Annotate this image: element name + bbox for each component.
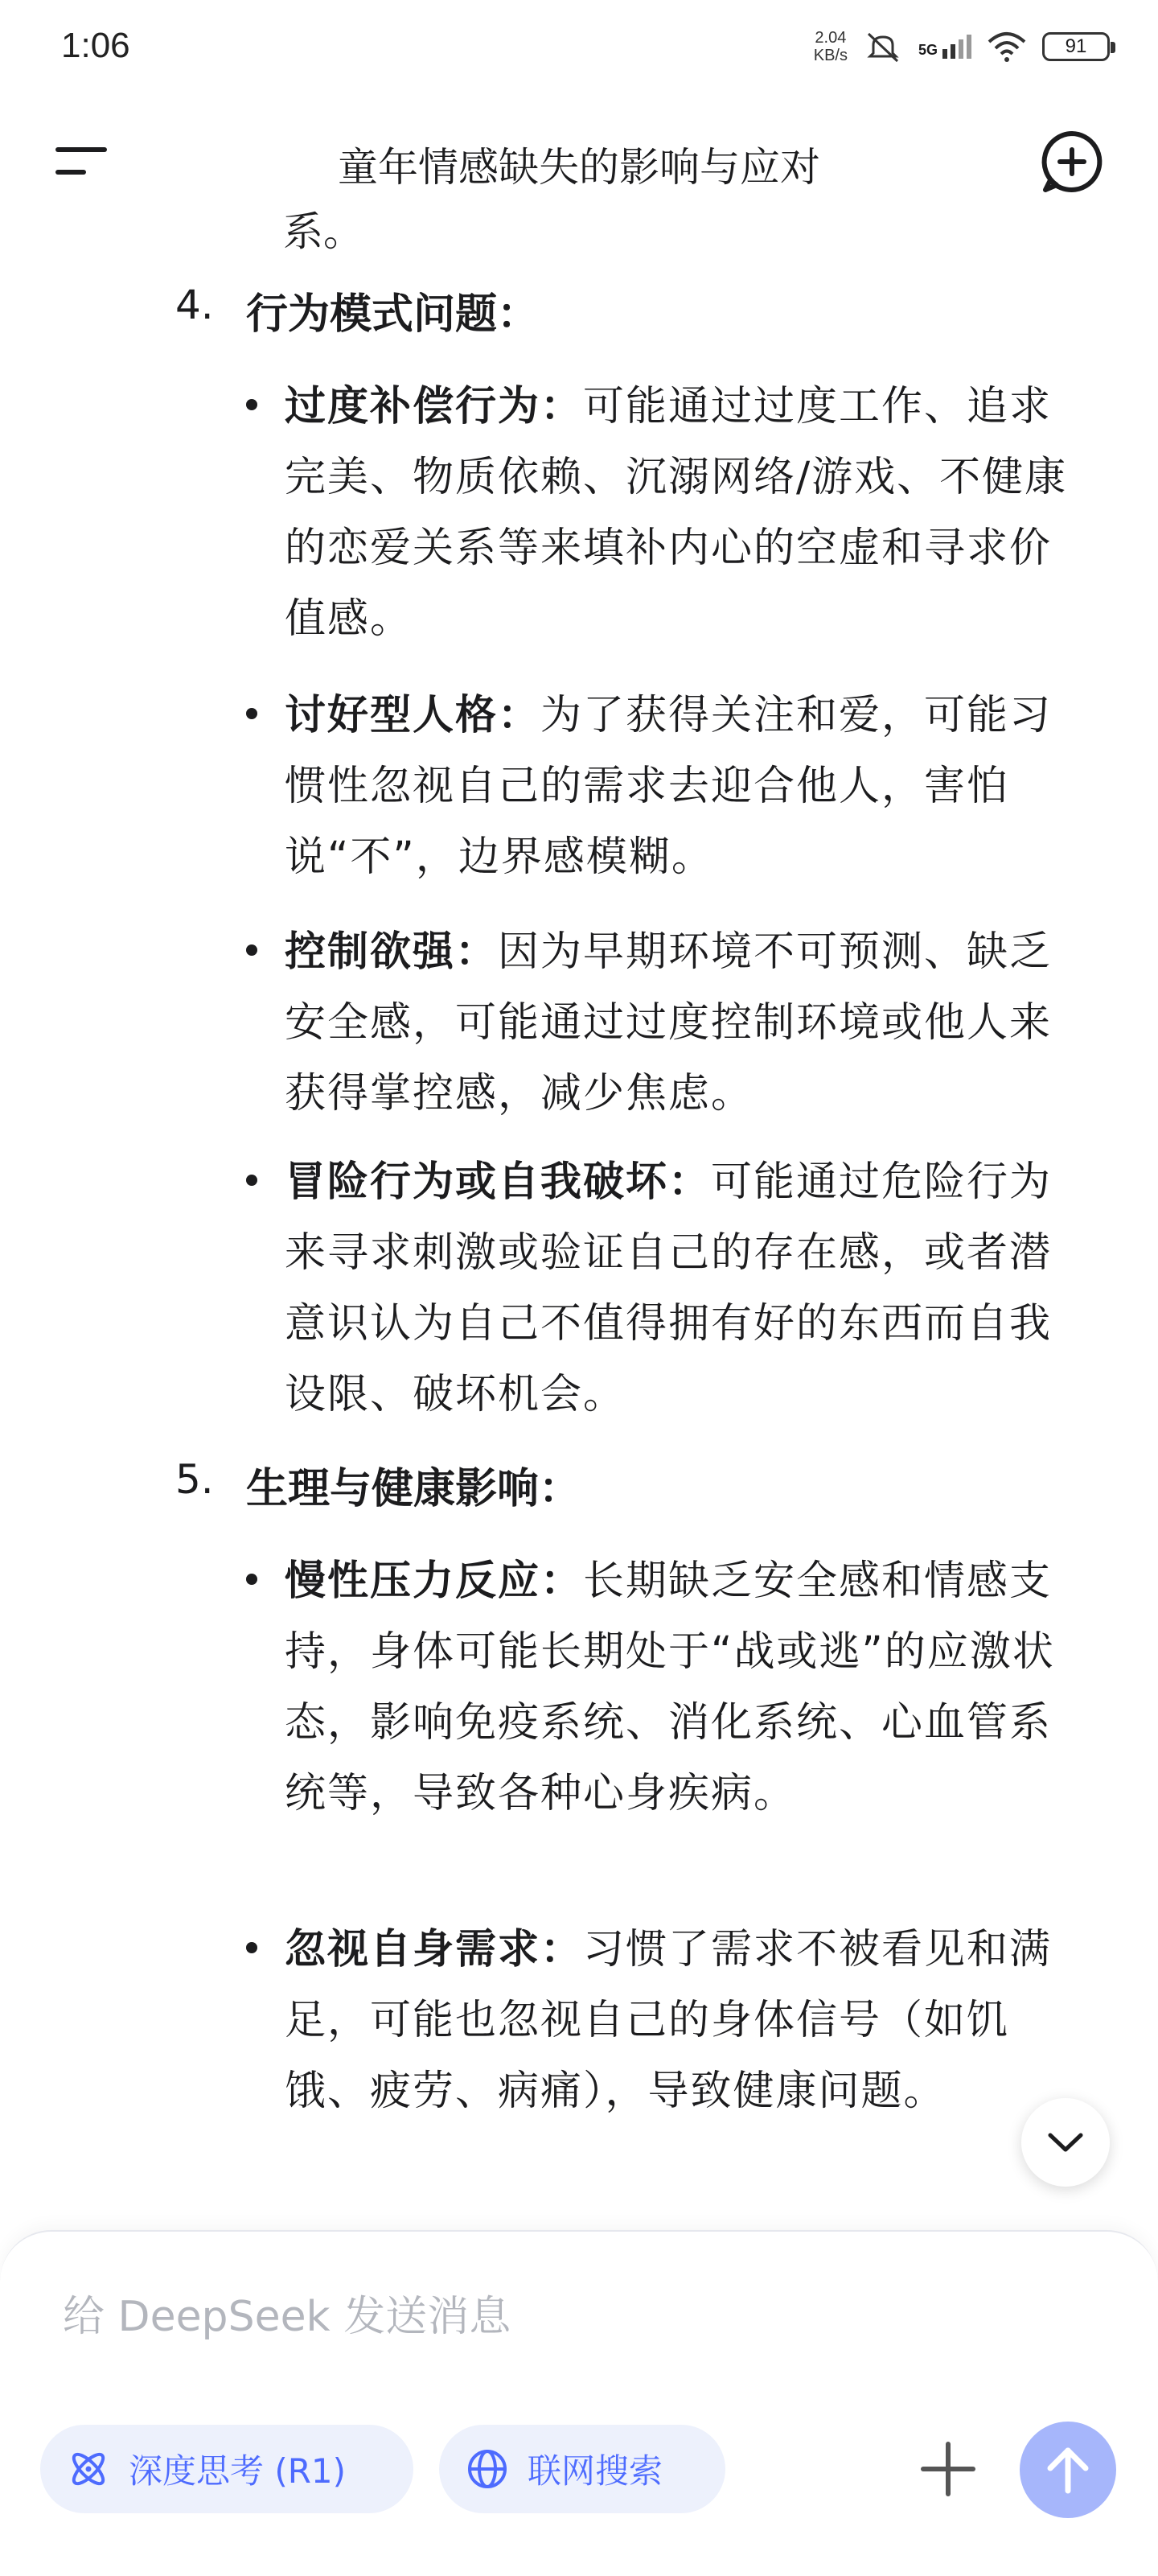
list-item-body: 长期缺乏安全感和情感支持，身体可能长期处于“战或逃”的应激状态，影响免疫系统、消化系统、心血管系统等，导致各种心身疾病。 [285,1558,1055,1817]
arrow-up-icon [1044,2444,1092,2496]
globe-icon [465,2446,510,2492]
list-item-heading: 过度补偿行为： [285,383,584,430]
chat-message-content [0,201,1158,2228]
list-item-heading: 冒险行为或自我破坏： [285,1158,712,1206]
scroll-to-bottom-button[interactable] [1021,2098,1110,2187]
list-item-body: 为了获得关注和爱，可能习惯性忽视自己的需求去迎合他人，害怕说“不”，边界感模糊。 [285,692,1053,881]
list-item-text [285,1147,1081,1430]
bullet-icon [246,1942,257,1953]
list-item-heading: 忽视自身需求： [285,1926,584,1973]
network-speed [814,29,848,64]
list-item-text [285,681,1081,893]
web-search-label: 联网搜索 [528,2451,663,2491]
status-time: 1:06 [61,26,130,65]
list-item-heading: 控制欲强： [285,928,499,976]
list-item-body: 可能通过危险行为来寻求刺激或验证自己的存在感，或者潜意识认为自己不值得拥有好的东西而自我设限、破坏机会。 [285,1158,1053,1418]
web-search-button[interactable] [439,2425,725,2513]
list-item-text [285,1915,1081,2127]
deep-think-button[interactable] [40,2425,413,2513]
network-speed-unit: KB/s [813,47,848,64]
battery-icon [1042,32,1110,61]
send-button[interactable] [1020,2422,1116,2518]
list-item-text [285,372,1081,655]
deep-think-label: 深度思考 (R1) [129,2451,347,2491]
page-title: 童年情感缺失的影响与应对 [338,144,820,191]
list-item-body: 习惯了需求不被看见和满足，可能也忽视自己的身体信号（如饥饿、疲劳、病痛），导致健康问题。 [285,1926,1053,2115]
bullet-icon [246,1574,257,1585]
atom-icon [66,2446,111,2492]
network-speed-value: 2.04 [815,29,847,47]
message-composer [0,2230,1158,2576]
network-type: 5G [918,42,938,58]
list-item-body: 因为早期环境不可预测、缺乏安全感，可能通过过度控制环境或他人来获得掌控感，减少焦虑。 [285,928,1053,1117]
new-chat-icon[interactable] [1039,129,1105,195]
status-icons [814,29,1110,64]
message-input[interactable] [61,2280,949,2354]
bullet-icon [246,399,257,410]
section-title: 行为模式问题： [246,290,540,339]
list-item-body: 可能通过过度工作、追求完美、物质依赖、沉溺网络/游戏、不健康的恋爱关系等来填补内心的空虚和寻求价值感。 [285,383,1068,643]
chat-header [0,121,1158,201]
previous-paragraph-fragment: 系。 [283,208,363,255]
section-title: 生理与健康影响： [246,1465,581,1513]
list-item-text [285,1546,1081,1829]
list-item-heading: 讨好型人格： [285,692,541,739]
mute-icon [862,29,904,64]
bullet-icon [246,944,257,956]
list-item-heading: 慢性压力反应： [285,1558,584,1605]
status-bar [0,0,1158,97]
section-number: 4. [175,282,214,328]
bullet-icon [246,1175,257,1186]
bullet-icon [246,708,257,719]
list-item-text [285,917,1081,1130]
signal-icon [918,35,971,59]
plus-icon[interactable] [912,2433,984,2505]
chevron-down-icon [1045,2130,1086,2154]
wifi-icon [986,29,1028,64]
section-number: 5. [175,1456,214,1503]
battery-level: 91 [1065,35,1087,57]
